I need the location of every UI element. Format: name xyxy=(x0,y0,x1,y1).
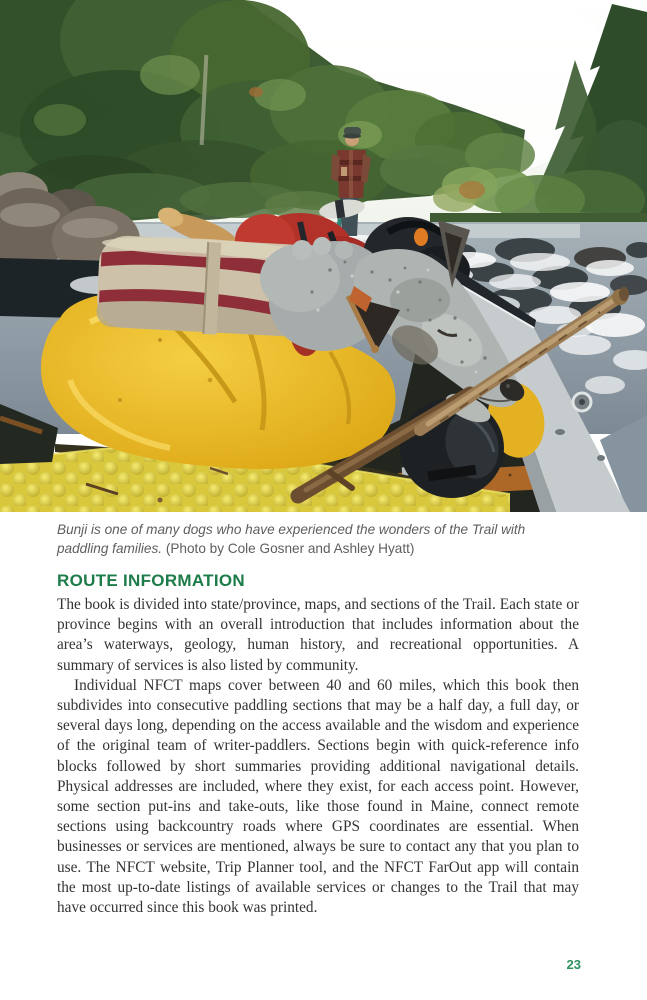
photo-caption xyxy=(57,521,562,558)
page-number: 23 xyxy=(566,957,581,972)
body-paragraph-2: Individual NFCT maps cover between 40 and 60 miles, which this book then subdivides into consecutive paddling sections that may be a half day, a full day, or several days long, depending on the access available and the wisdom and experience of the original team of writer-paddlers. Sections begin with quick-reference info blocks followed by short summaries providing additional navigational details. Physical addresses are included, where they exist, for each access point. However, some section put-ins and take-outs, like those found in Maine, connect remote sections using backcountry roads where GPS coordinates are essential. When businesses or services are mentioned, always be sure to contact any that you plan to use. The NFCT website, Trip Planner tool, and the NFCT FarOut app will contain the most up-to-date listings of available services or changes to the Trail that may have occurred since this book was printed. xyxy=(57,676,579,917)
caption-description: Bunji is one of many dogs who have experienced the wonders of the Trail with paddling families. xyxy=(57,522,526,556)
body-text xyxy=(57,595,579,918)
caption-credit: (Photo by Cole Gosner and Ashley Hyatt) xyxy=(162,540,415,556)
section-heading: ROUTE INFORMATION xyxy=(57,571,245,590)
body-paragraph-1: The book is divided into state/province, maps, and sections of the Trail. Each state or province begins with an overall introduction that includes information about the area’s waterways, geology, human history, and recreational opportunities. A summary of services is also listed by community. xyxy=(57,596,579,674)
